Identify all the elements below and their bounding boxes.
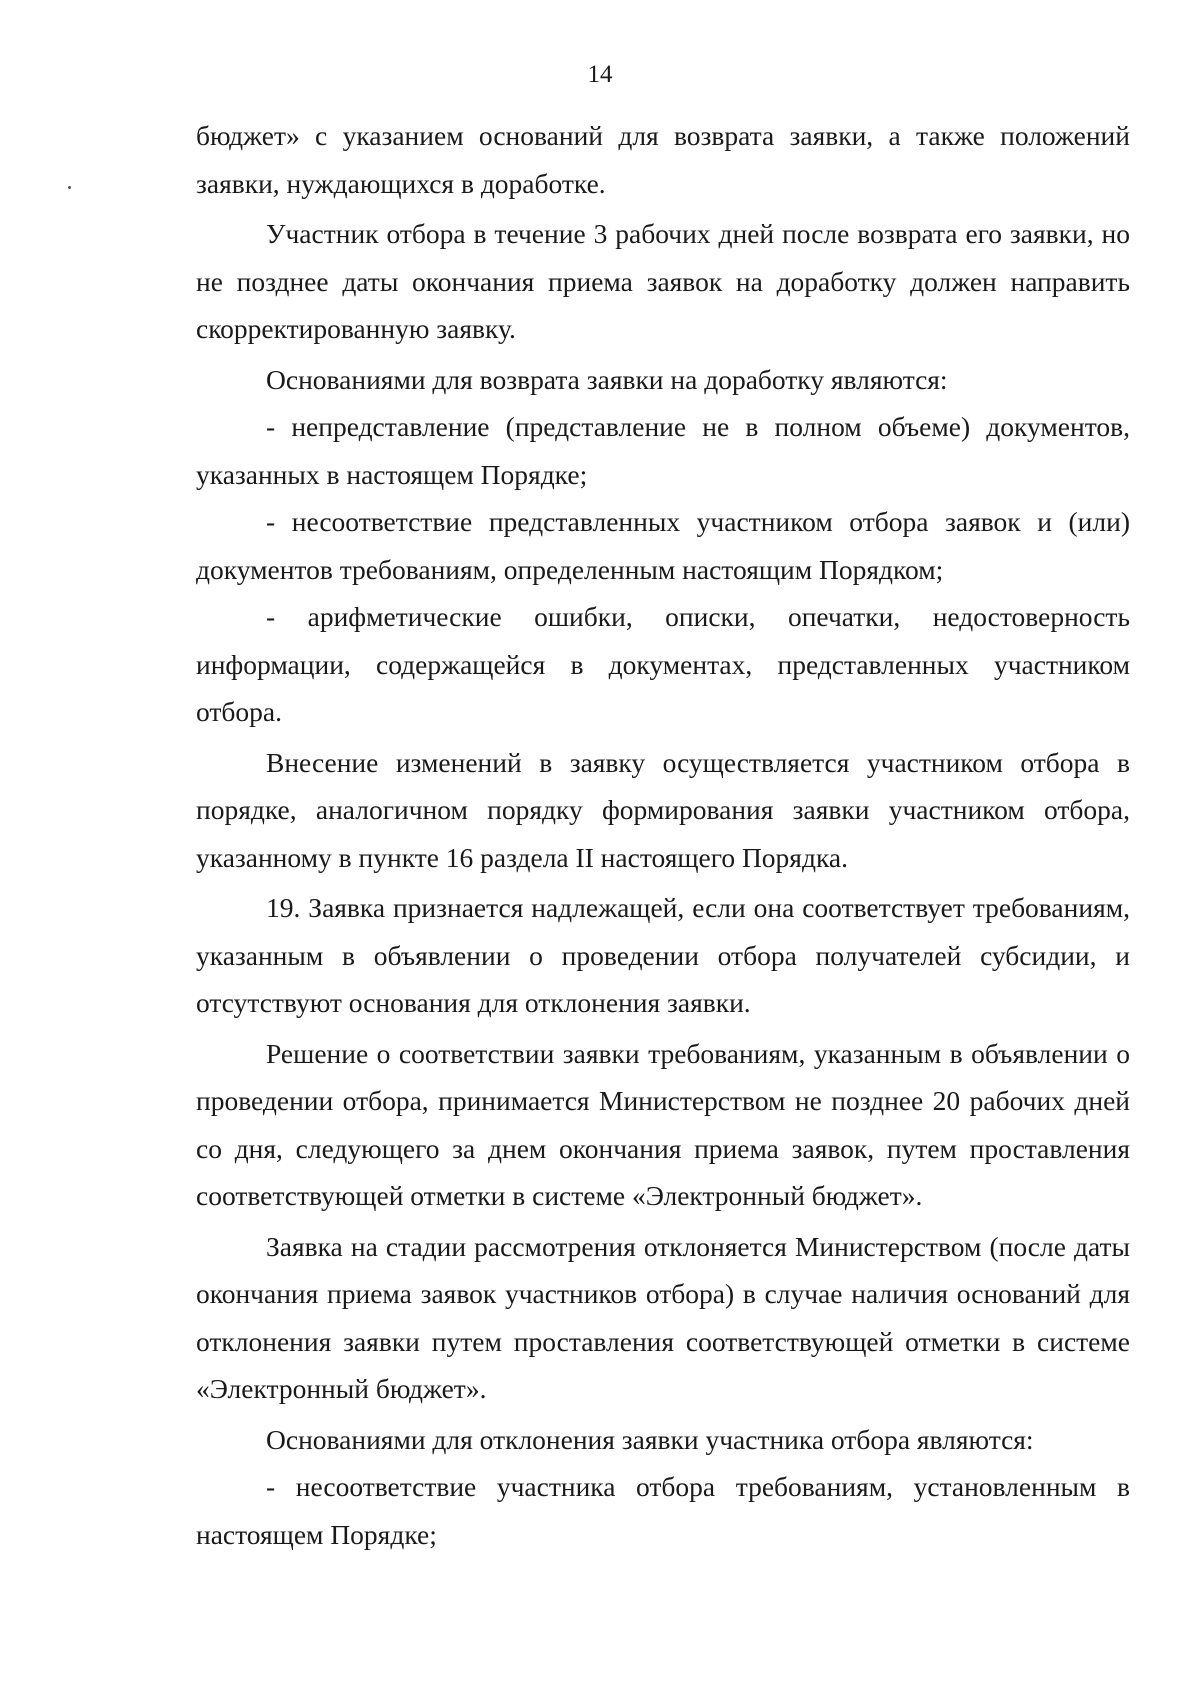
- paragraph-numbered: 19. Заявка признается надлежащей, если она соответствует требованиям, указанным в объявлении о проведении отбора получателей субсидии, и отсутствуют основания для отклонения заявки.: [196, 892, 1130, 1018]
- paragraph: Внесение изменений в заявку осуществляется участником отбора в порядке, аналогичном порядку формирования заявки участником отбора, указанному в пункте 16 раздела II настоящего Порядка.: [196, 746, 1130, 873]
- paragraph: Основаниями для возврата заявки на доработку являются:: [266, 363, 948, 395]
- scan-speck: [68, 186, 71, 189]
- list-item: - непредставление (представление не в полном объеме) документов, указанных в настоящем Порядке;: [196, 411, 1130, 490]
- document-body: [196, 112, 1130, 1558]
- paragraph: Заявка на стадии рассмотрения отклоняется Министерством (после даты окончания приема заявок участников отбора) в случае наличия оснований для отклонения заявки путем проставления соответствующей отметки в системе «Электронный бюджет».: [196, 1230, 1130, 1404]
- page-number: 14: [587, 61, 613, 88]
- list-item: - несоответствие участника отбора требованиям, установленным в настоящем Порядке;: [196, 1471, 1130, 1550]
- paragraph: Участник отбора в течение 3 рабочих дней после возврата его заявки, но не позднее даты окончания приема заявок на доработку должен направить скорректированную заявку.: [196, 218, 1130, 344]
- list-item: - арифметические ошибки, описки, опечатки, недостоверность информации, содержащейся в документах, представленных участником отбора.: [196, 601, 1130, 727]
- paragraph: Решение о соответствии заявки требованиям, указанным в объявлении о проведении отбора, принимается Министерством не позднее 20 рабочих дней со дня, следующего за днем окончания приема заявок, путем проставления соответствующей отметки в системе «Электронный бюджет».: [196, 1037, 1130, 1211]
- paragraph: Основаниями для отклонения заявки участника отбора являются:: [266, 1423, 1034, 1455]
- paragraph-continuation: бюджет» с указанием оснований для возврата заявки, а также положений заявки, нуждающихся в доработке.: [196, 120, 1130, 199]
- list-item: - несоответствие представленных участником отбора заявок и (или) документов требованиям, определенным настоящим Порядком;: [196, 506, 1130, 585]
